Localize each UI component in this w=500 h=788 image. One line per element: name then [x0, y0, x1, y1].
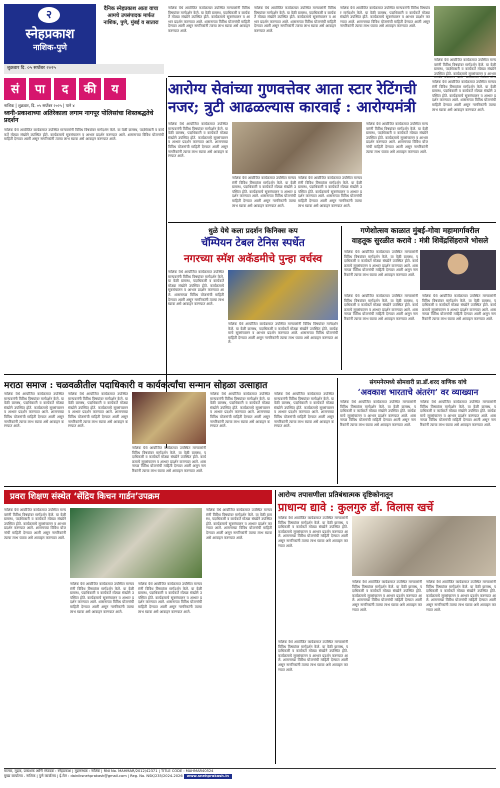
field-photo — [434, 6, 496, 56]
imprint-line1: मालक, मुद्रक, प्रकाशक आणि संपादक : स्नेहप्रकाश | मुद्रणस्थळ : नाशिक | RNI No. MAHMAR/2012/42371 | TITLE CODE : MAHMAR40524 — [4, 769, 214, 773]
newspaper-page — [4, 4, 496, 784]
health-column-2: नाशिक येथे आयोजित कार्यक्रमात उपस्थित मान्यवरांनी विविध विषयांवर मार्गदर्शन केले. या वेळी ग्रामस्थ, पदाधिकारी व कार्यकर्ते मोठ्या संख्येने उपस्थित होते. कार्यक्रमाचे सूत्रसंचालन व आभार प्रदर्शन करण्यात आले. शासनाच्या विविध योजनांची माहिती देण्यात आली असून नागरिकांनी त्याचा लाभ घ्यावा असे आवाहन करण्यात आले. — [352, 580, 422, 612]
editorial-header — [4, 78, 164, 100]
health-photo — [352, 516, 496, 576]
meeting-photo — [232, 122, 362, 174]
felicitation-photo — [132, 392, 206, 444]
lead-column-3: नाशिक येथे आयोजित कार्यक्रमात उपस्थित मान्यवरांनी विविध विषयांवर मार्गदर्शन केले. या वेळी ग्रामस्थ, पदाधिकारी व कार्यकर्ते मोठ्या संख्येने उपस्थित होते. कार्यक्रमाचे सूत्रसंचालन व आभार प्रदर्शन करण्यात आले. शासनाच्या विविध योजनांची माहिती देण्यात आली असून नागरिकांनी त्याचा लाभ घ्यावा असे आवाहन करण्यात आले. — [298, 176, 362, 208]
editorial-letter: द — [54, 78, 76, 100]
top-column-3: नाशिक येथे आयोजित कार्यक्रमात उपस्थित मान्यवरांनी विविध विषयांवर मार्गदर्शन केले. या वेळी ग्रामस्थ, पदाधिकारी व कार्यकर्ते मोठ्या संख्येने उपस्थित होते. कार्यक्रमाचे सूत्रसंचालन व आभार प्रदर्शन करण्यात आले. शासनाच्या विविध योजनांची माहिती देण्यात आली असून नागरिकांनी त्याचा लाभ घ्यावा असे आवाहन करण्यात आले. — [340, 6, 430, 29]
masthead-number: २ — [38, 7, 60, 23]
health-title: प्राधान्य द्यावे : कुलगुरु डॉ. विलास खर्चे — [278, 501, 434, 514]
editorial-letter: सं — [4, 78, 26, 100]
editorial-letter: पा — [29, 78, 51, 100]
health-column-3: नाशिक येथे आयोजित कार्यक्रमात उपस्थित मान्यवरांनी विविध विषयांवर मार्गदर्शन केले. या वेळी ग्रामस्थ, पदाधिकारी व कार्यकर्ते मोठ्या संख्येने उपस्थित होते. कार्यक्रमाचे सूत्रसंचालन व आभार प्रदर्शन करण्यात आले. शासनाच्या विविध योजनांची माहिती देण्यात आली असून नागरिकांनी त्याचा लाभ घ्यावा असे आवाहन करण्यात आले. — [426, 580, 496, 612]
health-column-1: नाशिक येथे आयोजित कार्यक्रमात उपस्थित मान्यवरांनी विविध विषयांवर मार्गदर्शन केले. या वेळी ग्रामस्थ, पदाधिकारी व कार्यकर्ते मोठ्या संख्येने उपस्थित होते. कार्यक्रमाचे सूत्रसंचालन व आभार प्रदर्शन करण्यात आले. शासनाच्या विविध योजनांची माहिती देण्यात आली असून नागरिकांनी त्याचा लाभ घ्यावा असे आवाहन करण्यात आले. — [278, 516, 348, 548]
ganesh-title: गणेशोत्सव काळात मुंबई-गोवा महामार्गावरील — [360, 226, 480, 235]
maratha-column-3: नाशिक येथे आयोजित कार्यक्रमात उपस्थित मान्यवरांनी विविध विषयांवर मार्गदर्शन केले. या वेळी ग्रामस्थ, पदाधिकारी व कार्यकर्ते मोठ्या संख्येने उपस्थित होते. कार्यक्रमाचे सूत्रसंचालन व आभार प्रदर्शन करण्यात आले. शासनाच्या विविध योजनांची माहिती देण्यात आली असून नागरिकांनी त्याचा लाभ घ्यावा असे आवाहन करण्यात आले. — [132, 446, 206, 473]
lead-headline-line2: नजर; त्रुटी आढळल्यास कारवाई : आरोग्यमंत्री — [168, 98, 416, 116]
lead-column-2: नाशिक येथे आयोजित कार्यक्रमात उपस्थित मान्यवरांनी विविध विषयांवर मार्गदर्शन केले. या वेळी ग्रामस्थ, पदाधिकारी व कार्यकर्ते मोठ्या संख्येने उपस्थित होते. कार्यक्रमाचे सूत्रसंचालन व आभार प्रदर्शन करण्यात आले. शासनाच्या विविध योजनांची माहिती देण्यात आली असून नागरिकांनी त्याचा लाभ घ्यावा असे आवाहन करण्यात आले. — [232, 176, 296, 208]
top-column-4: नाशिक येथे आयोजित कार्यक्रमात उपस्थित मान्यवरांनी विविध विषयांवर मार्गदर्शन केले. या वेळी ग्रामस्थ, पदाधिकारी व कार्यकर्ते मोठ्या संख्येने उपस्थित होते. कार्यक्रमाचे सूत्रसंचालन व आभार — [434, 58, 496, 76]
lead-divider — [168, 222, 496, 223]
health-kicker: आरोग्य तपासणीला प्रतिबंधात्मक दृष्टिकोनातून — [278, 490, 393, 499]
imprint-line2 — [4, 774, 496, 779]
garden-title: प्रवरा शिक्षण संस्थेत ‘सेंद्रिय किचन गार्डन’उपक्रम — [4, 490, 272, 504]
right-column: नाशिक येथे आयोजित कार्यक्रमात उपस्थित मान्यवरांनी विविध विषयांवर मार्गदर्शन केले. या वेळी ग्रामस्थ, पदाधिकारी व कार्यकर्ते मोठ्या संख्येने उपस्थित होते. कार्यक्रमाचे सूत्रसंचालन व आभार प्रदर्शन करण्यात आले. शासनाच्या विविध योजनांची माहिती देण्यात आली असून नागरिकांनी त्याचा लाभ घ्यावा असे आवाहन करण्यात आले. — [432, 80, 496, 112]
tt-kicker: धुळे येथे कला प्रदर्शन किनिक्स कप — [208, 226, 298, 235]
maratha-column-4: नाशिक येथे आयोजित कार्यक्रमात उपस्थित मान्यवरांनी विविध विषयांवर मार्गदर्शन केले. या वेळी ग्रामस्थ, पदाधिकारी व कार्यकर्ते मोठ्या संख्येने उपस्थित होते. कार्यक्रमाचे सूत्रसंचालन व आभार प्रदर्शन करण्यात आले. शासनाच्या विविध योजनांची माहिती देण्यात आली असून नागरिकांनी त्याचा लाभ घ्यावा असे आवाहन करण्यात आले. — [210, 392, 270, 429]
ganesh-column-1: नाशिक येथे आयोजित कार्यक्रमात उपस्थित मान्यवरांनी विविध विषयांवर मार्गदर्शन केले. या वेळी ग्रामस्थ, पदाधिकारी व कार्यकर्ते मोठ्या संख्येने उपस्थित होते. कार्यक्रमाचे सूत्रसंचालन व आभार प्रदर्शन करण्यात आले. शासनाच्या विविध योजनांची माहिती देण्यात आली असून नागरिकांनी त्याचा लाभ घ्यावा असे आवाहन करण्यात आले. — [344, 250, 418, 277]
lecture-kicker: संगमनेरमध्ये सोमवारी प्रा.डॉ.शरद वाणिक यांचे — [369, 380, 467, 386]
tt-title: चॅम्पियन टेबल टेनिस स्पर्धेत — [201, 237, 305, 249]
maratha-column-5: नाशिक येथे आयोजित कार्यक्रमात उपस्थित मान्यवरांनी विविध विषयांवर मार्गदर्शन केले. या वेळी ग्रामस्थ, पदाधिकारी व कार्यकर्ते मोठ्या संख्येने उपस्थित होते. कार्यक्रमाचे सूत्रसंचालन व आभार प्रदर्शन करण्यात आले. शासनाच्या विविध योजनांची माहिती देण्यात आली असून नागरिकांनी त्याचा लाभ घ्यावा असे आवाहन करण्यात आले. — [274, 392, 334, 429]
mid-divider — [4, 374, 496, 375]
tt-divider — [341, 226, 342, 370]
tt-column-2: नाशिक येथे आयोजित कार्यक्रमात उपस्थित मान्यवरांनी विविध विषयांवर मार्गदर्शन केले. या वेळी ग्रामस्थ, पदाधिकारी व कार्यकर्ते मोठ्या संख्येने उपस्थित होते. कार्यक्रमाचे सूत्रसंचालन व आभार प्रदर्शन करण्यात आले. शासनाच्या विविध योजनांची माहिती देण्यात आली असून नागरिकांनी त्याचा लाभ घ्यावा असे आवाहन करण्यात आले. — [228, 322, 338, 345]
lead-column-1: नाशिक येथे आयोजित कार्यक्रमात उपस्थित मान्यवरांनी विविध विषयांवर मार्गदर्शन केले. या वेळी ग्रामस्थ, पदाधिकारी व कार्यकर्ते मोठ्या संख्येने उपस्थित होते. कार्यक्रमाचे सूत्रसंचालन व आभार प्रदर्शन करण्यात आले. शासनाच्या विविध योजनांची माहिती देण्यात आली असून नागरिकांनी त्याचा लाभ घ्यावा असे आवाहन करण्यात आले. — [168, 122, 228, 159]
garden-divider — [275, 490, 276, 764]
tt-team-photo — [228, 270, 338, 320]
top-column-2: नाशिक येथे आयोजित कार्यक्रमात उपस्थित मान्यवरांनी विविध विषयांवर मार्गदर्शन केले. या वेळी ग्रामस्थ, पदाधिकारी व कार्यकर्ते मोठ्या संख्येने उपस्थित होते. कार्यक्रमाचे सूत्रसंचालन व आभार प्रदर्शन करण्यात आले. शासनाच्या विविध योजनांची माहिती देण्यात आली असून नागरिकांनी त्याचा लाभ घ्यावा असे आवाहन करण्यात आले. — [254, 6, 336, 33]
lead-headline-line1: आरोग्य सेवांच्या गुणवत्तेवर आता स्टार रेटिंगची — [168, 80, 417, 98]
garden-photo — [70, 508, 202, 578]
lecture-title: ‘अवकाश भारताचे अंतरंग’ वर व्याख्यान — [357, 387, 479, 397]
lead-headline — [168, 80, 428, 116]
lecture-column-1: नाशिक येथे आयोजित कार्यक्रमात उपस्थित मान्यवरांनी विविध विषयांवर मार्गदर्शन केले. या वेळी ग्रामस्थ, पदाधिकारी व कार्यकर्ते मोठ्या संख्येने उपस्थित होते. कार्यक्रमाचे सूत्रसंचालन व आभार प्रदर्शन करण्यात आले. शासनाच्या विविध योजनांची माहिती देण्यात आली असून नागरिकांनी त्याचा लाभ घ्यावा असे आवाहन करण्यात आले. — [340, 400, 416, 427]
editorial-body: नाशिक येथे आयोजित कार्यक्रमात उपस्थित मान्यवरांनी विविध विषयांवर मार्गदर्शन केले. या वेळी ग्रामस्थ, पदाधिकारी व कार्यकर्ते मोठ्या संख्येने उपस्थित होते. कार्यक्रमाचे सूत्रसंचालन व आभार प्रदर्शन करण्यात आले. शासनाच्या विविध योजनांची माहिती देण्यात आली असून नागरिकांनी त्याचा लाभ घ्यावा असे आवाहन करण्यात आले. — [4, 128, 164, 142]
maratha-column-2: नाशिक येथे आयोजित कार्यक्रमात उपस्थित मान्यवरांनी विविध विषयांवर मार्गदर्शन केले. या वेळी ग्रामस्थ, पदाधिकारी व कार्यकर्ते मोठ्या संख्येने उपस्थित होते. कार्यक्रमाचे सूत्रसंचालन व आभार प्रदर्शन करण्यात आले. शासनाच्या विविध योजनांची माहिती देण्यात आली असून नागरिकांनी त्याचा लाभ घ्यावा असे आवाहन करण्यात आले. — [68, 392, 128, 429]
garden-column-1: नाशिक येथे आयोजित कार्यक्रमात उपस्थित मान्यवरांनी विविध विषयांवर मार्गदर्शन केले. या वेळी ग्रामस्थ, पदाधिकारी व कार्यकर्ते मोठ्या संख्येने उपस्थित होते. कार्यक्रमाचे सूत्रसंचालन व आभार प्रदर्शन करण्यात आले. शासनाच्या विविध योजनांची माहिती देण्यात आली असून नागरिकांनी त्याचा लाभ घ्यावा असे आवाहन करण्यात आले. — [4, 508, 66, 540]
ganesh-subtitle: वाहतूक सुरळीत करावे : मंत्री शिवेंद्रसिंहराजे भोसले — [351, 236, 489, 245]
imprint-footer — [4, 768, 496, 784]
garden-column-4: नाशिक येथे आयोजित कार्यक्रमात उपस्थित मान्यवरांनी विविध विषयांवर मार्गदर्शन केले. या वेळी ग्रामस्थ, पदाधिकारी व कार्यकर्ते मोठ्या संख्येने उपस्थित होते. कार्यक्रमाचे सूत्रसंचालन व आभार प्रदर्शन करण्यात आले. शासनाच्या विविध योजनांची माहिती देण्यात आली असून नागरिकांनी त्याचा लाभ घ्यावा असे आवाहन करण्यात आले. — [206, 508, 272, 540]
maratha-divider — [337, 378, 338, 484]
editorial-meta: नाशिक | शुक्रवार, दि. ०५ सप्टेंबर २०२५ | पाने ४ — [4, 103, 75, 108]
lecture-column-2: नाशिक येथे आयोजित कार्यक्रमात उपस्थित मान्यवरांनी विविध विषयांवर मार्गदर्शन केले. या वेळी ग्रामस्थ, पदाधिकारी व कार्यकर्ते मोठ्या संख्येने उपस्थित होते. कार्यक्रमाचे सूत्रसंचालन व आभार प्रदर्शन करण्यात आले. शासनाच्या विविध योजनांची माहिती देण्यात आली असून नागरिकांनी त्याचा लाभ घ्यावा असे आवाहन करण्यात आले. — [420, 400, 496, 427]
maratha-column-1: नाशिक येथे आयोजित कार्यक्रमात उपस्थित मान्यवरांनी विविध विषयांवर मार्गदर्शन केले. या वेळी ग्रामस्थ, पदाधिकारी व कार्यकर्ते मोठ्या संख्येने उपस्थित होते. कार्यक्रमाचे सूत्रसंचालन व आभार प्रदर्शन करण्यात आले. शासनाच्या विविध योजनांची माहिती देण्यात आली असून नागरिकांनी त्याचा लाभ घ्यावा असे आवाहन करण्यात आले. — [4, 392, 64, 429]
ganesh-column-3: नाशिक येथे आयोजित कार्यक्रमात उपस्थित मान्यवरांनी विविध विषयांवर मार्गदर्शन केले. या वेळी ग्रामस्थ, पदाधिकारी व कार्यकर्ते मोठ्या संख्येने उपस्थित होते. कार्यक्रमाचे सूत्रसंचालन व आभार प्रदर्शन करण्यात आले. शासनाच्या विविध योजनांची माहिती देण्यात आली असून नागरिकांनी त्याचा लाभ घ्यावा असे आवाहन करण्यात आले. — [422, 294, 496, 321]
garden-column-2: नाशिक येथे आयोजित कार्यक्रमात उपस्थित मान्यवरांनी विविध विषयांवर मार्गदर्शन केले. या वेळी ग्रामस्थ, पदाधिकारी व कार्यकर्ते मोठ्या संख्येने उपस्थित होते. कार्यक्रमाचे सूत्रसंचालन व आभार प्रदर्शन करण्यात आले. शासनाच्या विविध योजनांची माहिती देण्यात आली असून नागरिकांनी त्याचा लाभ घ्यावा असे आवाहन करण्यात आले. — [70, 582, 134, 614]
masthead-subtitle: नाशिक-पुणे — [33, 43, 67, 52]
minister-photo — [420, 250, 496, 290]
dateline: शुक्रवार दि. ०५ सप्टेंबर २०२५ — [4, 64, 164, 74]
tt-column-1: नाशिक येथे आयोजित कार्यक्रमात उपस्थित मान्यवरांनी विविध विषयांवर मार्गदर्शन केले. या वेळी ग्रामस्थ, पदाधिकारी व कार्यकर्ते मोठ्या संख्येने उपस्थित होते. कार्यक्रमाचे सूत्रसंचालन व आभार प्रदर्शन करण्यात आले. शासनाच्या विविध योजनांची माहिती देण्यात आली असून नागरिकांनी त्याचा लाभ घ्यावा असे आवाहन करण्यात आले. — [168, 270, 224, 307]
ganesh-column-2: नाशिक येथे आयोजित कार्यक्रमात उपस्थित मान्यवरांनी विविध विषयांवर मार्गदर्शन केले. या वेळी ग्रामस्थ, पदाधिकारी व कार्यकर्ते मोठ्या संख्येने उपस्थित होते. कार्यक्रमाचे सूत्रसंचालन व आभार प्रदर्शन करण्यात आले. शासनाच्या विविध योजनांची माहिती देण्यात आली असून नागरिकांनी त्याचा लाभ घ्यावा असे आवाहन करण्यात आले. — [344, 294, 418, 321]
website-badge: www.snehprakash.in — [184, 774, 232, 779]
imprint-line2-text: मुख्य कार्यालय - नाशिक | पुणे कार्यालय | ई-मेल : dainiksnehprakash@gmail.com | Reg. No. NSK/235/2024-2026 — [4, 774, 183, 778]
health-column-4: नाशिक येथे आयोजित कार्यक्रमात उपस्थित मान्यवरांनी विविध विषयांवर मार्गदर्शन केले. या वेळी ग्रामस्थ, पदाधिकारी व कार्यकर्ते मोठ्या संख्येने उपस्थित होते. कार्यक्रमाचे सूत्रसंचालन व आभार प्रदर्शन करण्यात आले. शासनाच्या विविध योजनांची माहिती देण्यात आली असून नागरिकांनी त्याचा लाभ घ्यावा असे आवाहन करण्यात आले. — [278, 640, 348, 672]
top-divider — [168, 76, 496, 77]
editorial-title: ध्वनी-प्रकाशाच्या अतिरेकाला लगाम नागपूर पोलिसांचा शिस्तबद्धतेचे प्रदर्शन — [4, 110, 154, 125]
masthead-tagline: दैनिक स्नेहप्रकाश आता वाचा आमचे उपसंपादक मार्फत नाशिक, पुणे, मुंबई व सातारा — [103, 6, 159, 26]
lower-divider — [4, 486, 496, 487]
garden-column-3: नाशिक येथे आयोजित कार्यक्रमात उपस्थित मान्यवरांनी विविध विषयांवर मार्गदर्शन केले. या वेळी ग्रामस्थ, पदाधिकारी व कार्यकर्ते मोठ्या संख्येने उपस्थित होते. कार्यक्रमाचे सूत्रसंचालन व आभार प्रदर्शन करण्यात आले. शासनाच्या विविध योजनांची माहिती देण्यात आली असून नागरिकांनी त्याचा लाभ घ्यावा असे आवाहन करण्यात आले. — [138, 582, 202, 614]
editorial-letter: की — [79, 78, 101, 100]
lead-column-4: नाशिक येथे आयोजित कार्यक्रमात उपस्थित मान्यवरांनी विविध विषयांवर मार्गदर्शन केले. या वेळी ग्रामस्थ, पदाधिकारी व कार्यकर्ते मोठ्या संख्येने उपस्थित होते. कार्यक्रमाचे सूत्रसंचालन व आभार प्रदर्शन करण्यात आले. शासनाच्या विविध योजनांची माहिती देण्यात आली असून नागरिकांनी त्याचा लाभ घ्यावा असे आवाहन करण्यात आले. — [366, 122, 428, 154]
maratha-title: मराठा समाज : चळवळीतील पदाधिकारी व कार्यकर्त्यांचा सन्मान सोहळा उत्साहात — [4, 381, 268, 391]
editorial-letter: य — [104, 78, 126, 100]
tt-subtitle: नगरच्या स्मॅश अकॅडमीचे पुन्हा वर्चस्व — [183, 253, 323, 265]
masthead-title: स्नेहप्रकाश — [25, 27, 75, 42]
top-column-1: नाशिक येथे आयोजित कार्यक्रमात उपस्थित मान्यवरांनी विविध विषयांवर मार्गदर्शन केले. या वेळी ग्रामस्थ, पदाधिकारी व कार्यकर्ते मोठ्या संख्येने उपस्थित होते. कार्यक्रमाचे सूत्रसंचालन व आभार प्रदर्शन करण्यात आले. शासनाच्या विविध योजनांची माहिती देण्यात आली असून नागरिकांनी त्याचा लाभ घ्यावा असे आवाहन करण्यात आले. — [168, 6, 250, 33]
